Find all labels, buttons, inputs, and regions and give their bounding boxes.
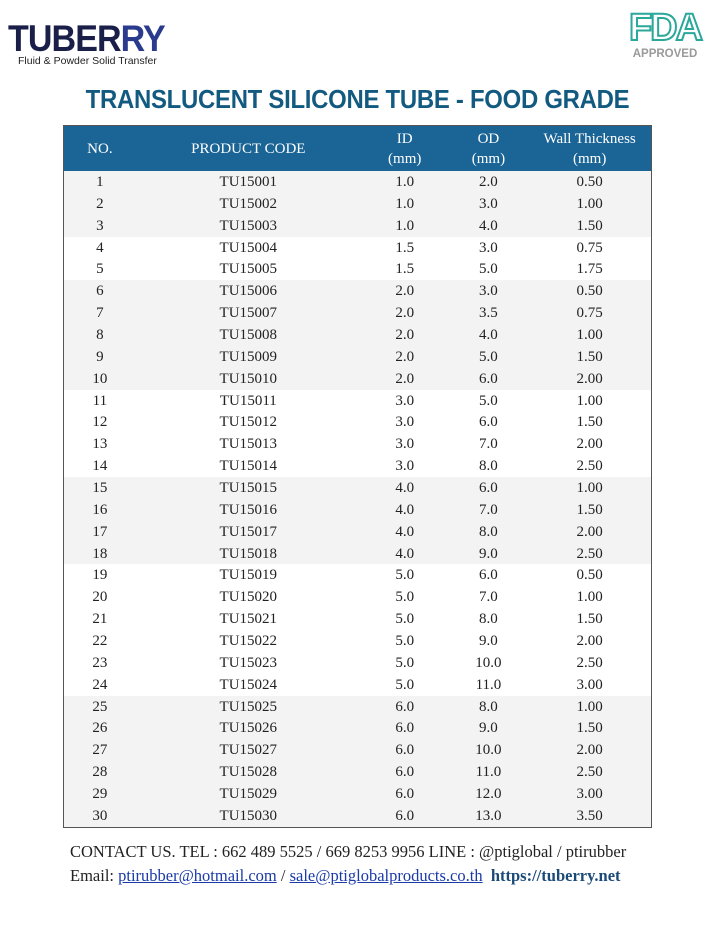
table-cell: 21: [92, 611, 108, 628]
table-cell: 1.50: [528, 717, 651, 739]
table-cell: TU15010: [136, 368, 361, 390]
table-row: [64, 477, 652, 499]
table-cell: 5: [96, 261, 104, 278]
table-cell: 1.0: [361, 171, 449, 193]
table-cell: 3.0: [479, 239, 498, 256]
table-cell: 18: [64, 543, 136, 565]
table-cell: 7.0: [479, 589, 498, 606]
table-cell: 2.00: [528, 521, 651, 543]
table-cell: 3.0: [395, 436, 415, 453]
table-row: [64, 237, 652, 259]
table-cell: 1.00: [528, 696, 651, 718]
table-cell: TU15004: [219, 239, 278, 256]
table-cell: 6.0: [479, 567, 498, 584]
logo-tagline: Fluid & Powder Solid Transfer: [18, 55, 157, 67]
table-cell: 1.00: [528, 477, 651, 499]
table-row: [64, 302, 652, 324]
table-cell: 0.75: [528, 302, 651, 324]
table-cell: 15: [64, 477, 136, 499]
table-cell: TU15014: [219, 458, 278, 475]
table-cell: TU15019: [219, 567, 278, 584]
table-cell: 4.0: [361, 499, 449, 521]
table-row: [64, 521, 652, 543]
product-table: [63, 125, 652, 828]
table-row: [64, 433, 652, 455]
website-link[interactable]: https://tuberry.net: [490, 866, 621, 885]
table-cell: TU15013: [219, 436, 278, 453]
table-cell: 26: [64, 717, 136, 739]
table-cell: 5.0: [395, 611, 415, 628]
table-cell: 1.50: [576, 611, 603, 628]
column-header-label: OD: [477, 130, 500, 147]
table-cell: 2.0: [361, 346, 449, 368]
table-cell: TU15022: [219, 632, 278, 649]
contact-phone-line: CONTACT US. TEL : 662 489 5525 / 669 8253 9956 LINE : @ptiglobal / ptirubber: [70, 842, 627, 861]
table-cell: 1.00: [576, 392, 603, 409]
table-cell: 0.50: [528, 171, 651, 193]
table-cell: 17: [64, 521, 136, 543]
table-cell: 16: [64, 499, 136, 521]
table-row: [64, 564, 652, 586]
table-cell: 30: [64, 805, 136, 827]
fda-approved-label: APPROVED: [632, 48, 698, 60]
column-header: [64, 126, 136, 172]
table-cell: 7: [64, 302, 136, 324]
table-header-row: [64, 126, 652, 172]
table-cell: 0.75: [576, 239, 603, 256]
table-cell: TU15015: [136, 477, 361, 499]
table-cell: 6.0: [361, 717, 449, 739]
column-header-label: NO.: [87, 140, 113, 157]
table-cell: 6.0: [361, 783, 449, 805]
table-cell: 8.0: [449, 521, 529, 543]
table-cell: 6.0: [449, 368, 529, 390]
table-cell: 9.0: [449, 543, 529, 565]
table-cell: 2.50: [528, 761, 651, 783]
table-cell: TU15012: [219, 414, 278, 431]
table-row: [64, 346, 652, 368]
table-cell: 4.0: [449, 324, 529, 346]
table-cell: 2.00: [576, 436, 603, 453]
table-cell: 27: [64, 739, 136, 761]
table-cell: 11: [92, 392, 108, 409]
table-cell: 1.50: [528, 346, 651, 368]
table-cell: TU15028: [136, 761, 361, 783]
table-cell: 4: [96, 239, 104, 256]
table-row: [64, 674, 652, 696]
table-cell: TU15021: [219, 611, 278, 628]
table-row: [64, 324, 652, 346]
column-header: [136, 126, 361, 172]
table-cell: 6.0: [361, 761, 449, 783]
table-cell: 13: [92, 436, 108, 453]
table-cell: 11.0: [449, 761, 529, 783]
table-cell: 14: [92, 458, 108, 475]
table-cell: TU15023: [219, 654, 278, 671]
table-cell: 8.0: [449, 696, 529, 718]
table-row: [64, 696, 652, 718]
table-row: [64, 499, 652, 521]
table-cell: TU15009: [136, 346, 361, 368]
table-row: [64, 761, 652, 783]
table-cell: 2.50: [576, 458, 603, 475]
table-cell: 1.5: [395, 239, 415, 256]
table-cell: 6.0: [361, 805, 449, 827]
table-row: [64, 171, 652, 193]
table-cell: TU15017: [136, 521, 361, 543]
table-row: [64, 368, 652, 390]
table-row: [64, 783, 652, 805]
table-cell: 2.0: [361, 302, 449, 324]
table-cell: 6.0: [361, 739, 449, 761]
column-header-label: ID: [396, 130, 413, 147]
table-cell: 0.50: [576, 567, 603, 584]
table-cell: 1: [64, 171, 136, 193]
table-cell: 1.50: [528, 215, 651, 237]
table-cell: 8: [64, 324, 136, 346]
table-cell: 1.5: [395, 261, 415, 278]
table-cell: TU15027: [136, 739, 361, 761]
table-cell: 6: [64, 280, 136, 302]
table-cell: 9.0: [449, 717, 529, 739]
tuberry-logo: [8, 18, 178, 67]
table-cell: 10: [64, 368, 136, 390]
table-row: [64, 652, 652, 674]
fda-approved-badge: [624, 7, 706, 60]
logo-wordmark: TUBERRY: [8, 18, 165, 59]
table-cell: TU15003: [136, 215, 361, 237]
table-cell: TU15002: [136, 193, 361, 215]
table-cell: 3.5: [449, 302, 529, 324]
table-body: [64, 171, 652, 827]
table-cell: 3.50: [528, 805, 651, 827]
table-cell: 25: [64, 696, 136, 718]
table-cell: 3.0: [449, 193, 529, 215]
table-cell: TU15026: [136, 717, 361, 739]
table-cell: 3.00: [528, 783, 651, 805]
table-cell: 8.0: [479, 611, 498, 628]
table-cell: 1.0: [361, 215, 449, 237]
table-cell: 5.0: [395, 567, 415, 584]
table-cell: 1.00: [528, 324, 651, 346]
table-cell: TU15016: [136, 499, 361, 521]
table-row: [64, 215, 652, 237]
table-cell: 6.0: [479, 414, 498, 431]
table-row: [64, 739, 652, 761]
table-row: [64, 717, 652, 739]
table-cell: 3.0: [395, 414, 415, 431]
table-cell: 2.00: [576, 632, 603, 649]
column-header-unit: (mm): [572, 150, 607, 167]
table-cell: 3.00: [576, 676, 603, 693]
table-cell: 6.0: [449, 477, 529, 499]
table-cell: 20: [92, 589, 108, 606]
table-row: [64, 455, 652, 477]
table-cell: 5.0: [395, 676, 415, 693]
table-cell: 4.0: [361, 543, 449, 565]
table-cell: 10.0: [449, 739, 529, 761]
column-header-label: PRODUCT CODE: [191, 140, 306, 157]
table-cell: 2.0: [361, 324, 449, 346]
table-row: [64, 805, 652, 827]
contact-email-line: Email: ptirubber@hotmail.com / sale@ptiglobalproducts.co.th https://tuberry.net: [70, 866, 621, 885]
table-row: [64, 543, 652, 565]
table-cell: TU15018: [136, 543, 361, 565]
column-header-unit: (mm): [471, 150, 506, 167]
table-cell: TU15005: [219, 261, 278, 278]
table-cell: 12: [92, 414, 108, 431]
table-cell: 12.0: [449, 783, 529, 805]
table-cell: TU15006: [136, 280, 361, 302]
table-row: [64, 258, 652, 280]
table-cell: 1.50: [528, 499, 651, 521]
table-cell: 3: [64, 215, 136, 237]
table-row: [64, 280, 652, 302]
table-cell: 10.0: [475, 654, 502, 671]
table-cell: 1.0: [361, 193, 449, 215]
email-link-hotmail[interactable]: ptirubber@hotmail.com: [118, 866, 277, 885]
table-cell: 29: [64, 783, 136, 805]
table-cell: 5.0: [479, 261, 498, 278]
table-cell: 5.0: [395, 632, 415, 649]
table-cell: 2.0: [449, 171, 529, 193]
table-cell: TU15008: [136, 324, 361, 346]
table-cell: 5.0: [395, 654, 415, 671]
table-cell: TU15011: [219, 392, 277, 409]
table-cell: 11.0: [475, 676, 502, 693]
table-cell: 5.0: [395, 589, 415, 606]
table-cell: 13.0: [449, 805, 529, 827]
table-cell: TU15025: [136, 696, 361, 718]
page-title: TRANSLUCENT SILICONE TUBE - FOOD GRADE: [85, 84, 630, 114]
column-header-label: Wall Thickness: [543, 130, 636, 147]
table-cell: 7.0: [479, 436, 498, 453]
table-cell: 28: [64, 761, 136, 783]
table-cell: 4.0: [361, 477, 449, 499]
table-cell: 1.50: [576, 414, 603, 431]
table-cell: TU15007: [136, 302, 361, 324]
table-cell: 2.0: [361, 280, 449, 302]
email-link-sale[interactable]: sale@ptiglobalproducts.co.th: [289, 866, 483, 885]
column-header: [449, 126, 529, 172]
table-cell: 2.00: [528, 368, 651, 390]
fda-logo: FDA: [628, 7, 702, 49]
table-cell: 9.0: [479, 632, 498, 649]
table-cell: 2.50: [576, 654, 603, 671]
table-cell: 1.75: [576, 261, 603, 278]
table-row: [64, 586, 652, 608]
table-cell: 7.0: [449, 499, 529, 521]
table-cell: 0.50: [528, 280, 651, 302]
table-cell: 22: [92, 632, 108, 649]
table-cell: TU15029: [136, 783, 361, 805]
table-row: [64, 390, 652, 412]
table-cell: TU15024: [219, 676, 278, 693]
table-row: [64, 193, 652, 215]
table-row: [64, 630, 652, 652]
table-cell: 24: [92, 676, 108, 693]
table-cell: TU15020: [219, 589, 278, 606]
table-cell: 1.00: [576, 589, 603, 606]
table-cell: 3.0: [395, 392, 415, 409]
column-header: [361, 126, 449, 172]
table-cell: 5.0: [479, 392, 498, 409]
table-cell: 2.0: [361, 368, 449, 390]
table-cell: 3.0: [395, 458, 415, 475]
table-cell: 3.0: [449, 280, 529, 302]
table-row: [64, 411, 652, 433]
contact-footer: [70, 840, 626, 888]
table-cell: TU15030: [136, 805, 361, 827]
column-header: [528, 126, 651, 172]
table-cell: 5.0: [449, 346, 529, 368]
table-cell: 19: [92, 567, 108, 584]
table-cell: 23: [92, 654, 108, 671]
table-cell: 4.0: [361, 521, 449, 543]
table-cell: 4.0: [449, 215, 529, 237]
table-cell: 8.0: [479, 458, 498, 475]
table-cell: 9: [64, 346, 136, 368]
table-cell: 1.00: [528, 193, 651, 215]
table-cell: 2.00: [528, 739, 651, 761]
table-cell: 2.50: [528, 543, 651, 565]
table-cell: 6.0: [361, 696, 449, 718]
table-cell: 2: [64, 193, 136, 215]
table-cell: TU15001: [136, 171, 361, 193]
table-row: [64, 608, 652, 630]
column-header-unit: (mm): [388, 150, 422, 167]
